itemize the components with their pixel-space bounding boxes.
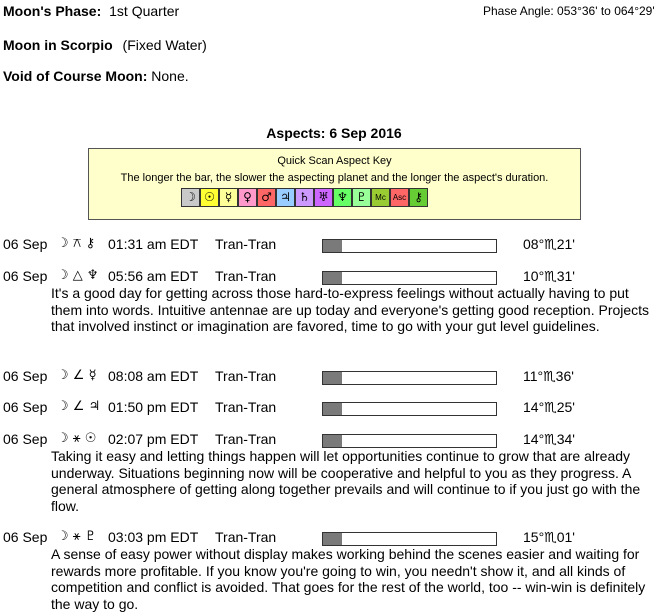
moon-sign-detail: (Fixed Water)	[122, 37, 207, 53]
aspect-glyphs: ☽ △ ♆	[57, 268, 99, 283]
void-label: Void of Course Moon:	[3, 68, 148, 84]
aspect-position: 14°♏25'	[523, 399, 575, 415]
pluto-swatch: ♇	[352, 188, 371, 207]
aspects-title: Aspects: 6 Sep 2016	[266, 125, 402, 141]
aspect-date: 06 Sep	[3, 529, 48, 545]
aspect-row	[0, 529, 668, 547]
aspect-date: 06 Sep	[3, 236, 48, 252]
duration-bar-fill	[323, 372, 342, 384]
aspect-glyphs: ☽ ⚹ ♇	[57, 529, 97, 544]
phase-angle: Phase Angle: 053°36' to 064°29'	[483, 4, 655, 18]
planet-swatch-strip	[181, 188, 428, 207]
jupiter-swatch: ♃	[276, 188, 295, 207]
aspect-row	[0, 268, 668, 286]
aspect-key-title: Quick Scan Aspect Key	[277, 155, 392, 167]
aspect-row	[0, 431, 668, 449]
aspect-interpretation: Taking it easy and letting things happen will let opportunities continue to grow that are already underway. Situations beginning now will be cooperative and helpful to you as they progress. A general atmosphere of getting along together prevails and will continue to if you just go with the flow.	[51, 448, 641, 514]
aspect-glyphs: ☽ ⚹ ☉	[57, 431, 97, 446]
saturn-swatch: ♄	[295, 188, 314, 207]
aspect-key-box	[88, 148, 581, 220]
aspect-time: 01:50 pm EDT	[108, 399, 199, 415]
aspect-date: 06 Sep	[3, 399, 48, 415]
aspect-interpretation: A sense of easy power without display makes working behind the scenes easier and waiting for rewards more profitable. If you know you're going to win, you needn't show it, and all kinds of competition and conflict is avoided. That goes for the rest of the world, too -- win-win is definitely the way to go.	[51, 546, 646, 612]
aspect-position: 11°♏36'	[523, 368, 574, 384]
aspect-time: 05:56 am EDT	[108, 268, 199, 284]
duration-bar	[322, 239, 497, 253]
duration-bar-fill	[323, 403, 342, 415]
duration-bar	[322, 532, 497, 546]
aspect-row	[0, 368, 668, 386]
aspect-interpretation: It's a good day for getting across those hard-to-express feelings without actually having to put them into words. Intuitive antennae are up today and everyone's getting good reception. Projects that involved instinct or imagination are favored, time to go with your gut level guidelines.	[51, 285, 650, 334]
aspect-position: 14°♏34'	[523, 431, 575, 447]
duration-bar-fill	[323, 272, 342, 284]
neptune-swatch: ♆	[333, 188, 352, 207]
uranus-swatch: ♅	[314, 188, 333, 207]
aspect-position: 15°♏01'	[523, 529, 575, 545]
duration-bar-fill	[323, 533, 342, 545]
moon-sign-line	[3, 37, 207, 53]
aspect-type: Tran-Tran	[215, 399, 277, 415]
duration-bar-fill	[323, 435, 342, 447]
duration-bar	[322, 371, 497, 385]
sun-swatch: ☉	[200, 188, 219, 207]
chiron-swatch: ⚷	[409, 188, 428, 207]
aspect-position: 08°♏21'	[523, 236, 575, 252]
asc-swatch: Asc	[390, 188, 409, 207]
duration-bar	[322, 271, 497, 285]
mc-swatch: Mc	[371, 188, 390, 207]
aspect-type: Tran-Tran	[215, 236, 277, 252]
venus-swatch: ♀	[238, 188, 257, 207]
aspect-row	[0, 236, 668, 254]
aspect-time: 03:03 pm EDT	[108, 529, 199, 545]
aspect-time: 02:07 pm EDT	[108, 431, 199, 447]
aspect-type: Tran-Tran	[215, 529, 277, 545]
moon-sign-label: Moon in Scorpio	[3, 37, 113, 53]
aspect-date: 06 Sep	[3, 431, 48, 447]
aspect-time: 01:31 am EDT	[108, 236, 199, 252]
duration-bar	[322, 434, 497, 448]
mercury-swatch: ☿	[219, 188, 238, 207]
aspect-glyphs: ☽ ∠ ♃	[57, 399, 101, 414]
aspect-glyphs: ☽ ⚻ ⚷	[57, 236, 96, 251]
moon-phase-value: 1st Quarter	[109, 3, 180, 19]
void-of-course-line	[3, 68, 189, 84]
aspect-type: Tran-Tran	[215, 431, 277, 447]
aspect-type: Tran-Tran	[215, 268, 277, 284]
duration-bar	[322, 402, 497, 416]
moon-swatch: ☽	[181, 188, 200, 207]
aspect-glyphs: ☽ ∠ ☿	[57, 368, 97, 383]
aspect-row	[0, 399, 668, 417]
void-value: None.	[151, 68, 189, 84]
aspect-position: 10°♏31'	[523, 268, 575, 284]
aspect-type: Tran-Tran	[215, 368, 277, 384]
moon-phase-label: Moon's Phase:	[3, 3, 102, 19]
moon-phase-line	[3, 3, 179, 19]
aspect-date: 06 Sep	[3, 268, 48, 284]
mars-swatch: ♂	[257, 188, 276, 207]
duration-bar-fill	[323, 240, 342, 252]
aspect-date: 06 Sep	[3, 368, 48, 384]
aspect-time: 08:08 am EDT	[108, 368, 199, 384]
aspect-key-description: The longer the bar, the slower the aspecting planet and the longer the aspect's duration.	[120, 172, 549, 184]
